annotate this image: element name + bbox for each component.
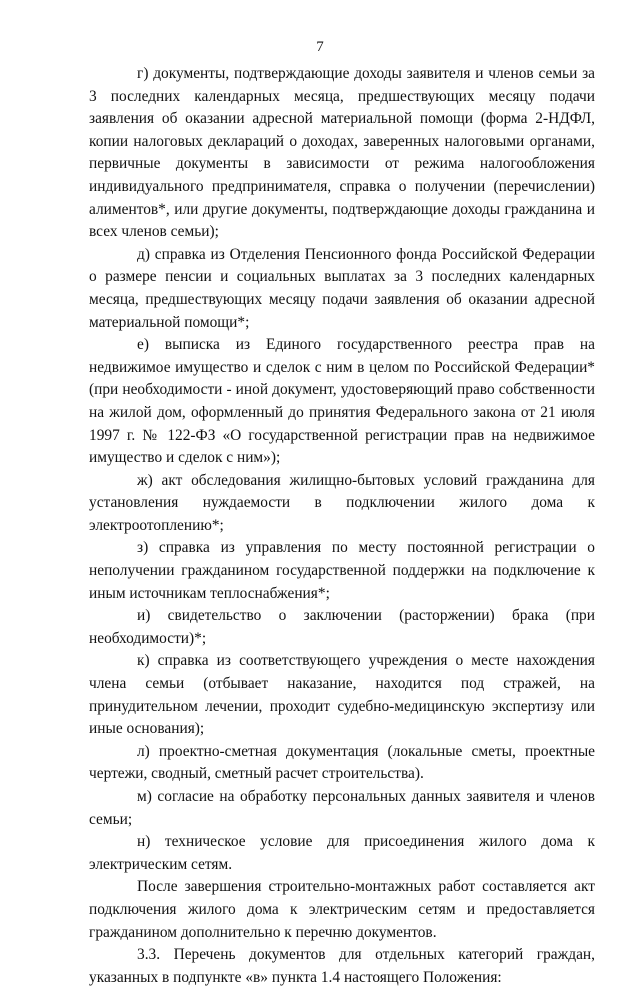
paragraph-item-g: г) документы, подтверждающие доходы заявителя и членов семьи за 3 последних календарных месяца, предшествующих месяцу подачи заявления об оказании адресной материальной помощи (форма 2-НДФЛ, копии налоговых деклараций о доходах, заверенных налоговыми органами, первичные документы в зависимости от режима налогообложения индивидуального предпринимателя, справка о получении (перечислении) алиментов*, или другие документы, подтверждающие доходы гражданина и всех членов семьи); [89, 65, 595, 241]
paragraph-item-d: д) справка из Отделения Пенсионного фонда Российской Федерации о размере пенсии и социальных выплатах за 3 последних календарных месяца, предшествующих месяцу подачи заявления об оказании адресной материальной помощи*; [89, 245, 595, 331]
paragraph-section-3-3: 3.3. Перечень документов для отдельных категорий граждан, указанных в подпункте «в» пункта 1.4 настоящего Положения: [89, 946, 595, 986]
paragraph-item-e: е) выписка из Единого государственного реестра прав на недвижимое имущество и сделок с ним в целом по Российской Федерации* (при необходимости - иной документ, удостоверяющий право собственности на жилой дом, оформленный до принятия Федерального закона от 21 июля 1997 г. № 122-ФЗ «О государственной регистрации прав на недвижимое имущество и сделок с ним»); [89, 336, 595, 467]
paragraph-after-works: После завершения строительно-монтажных работ составляется акт подключения жилого дома к электрическим сетям и предоставляется гражданином дополнительно к перечню документов. [89, 878, 595, 941]
paragraph-item-z: з) справка из управления по месту постоянной регистрации о неполучении гражданином государственной поддержки на подключение к иным источникам теплоснабжения*; [89, 539, 595, 602]
page-number: 7 [316, 39, 324, 55]
paragraph-item-i: и) свидетельство о заключении (расторжении) брака (при необходимости)*; [89, 607, 595, 647]
paragraph-item-m: м) согласие на обработку персональных данных заявителя и членов семьи; [89, 788, 595, 828]
paragraph-item-l: л) проектно-сметная документация (локальные сметы, проектные чертежи, сводный, сметный расчет строительства). [89, 742, 595, 783]
paragraph-item-zh: ж) акт обследования жилищно-бытовых условий гражданина для установления нуждаемости в подключении жилого дома к электроотоплению*; [89, 471, 595, 534]
paragraph-item-k: к) справка из соответствующего учреждения о месте нахождения члена семьи (отбывает наказание, находится под стражей, на принудительном лечении, проходит судебно-медицинскую экспертизу или иные основания); [89, 652, 595, 738]
document-body [89, 63, 595, 989]
paragraph-item-n: н) техническое условие для присоединения жилого дома к электрическим сетям. [89, 833, 595, 873]
